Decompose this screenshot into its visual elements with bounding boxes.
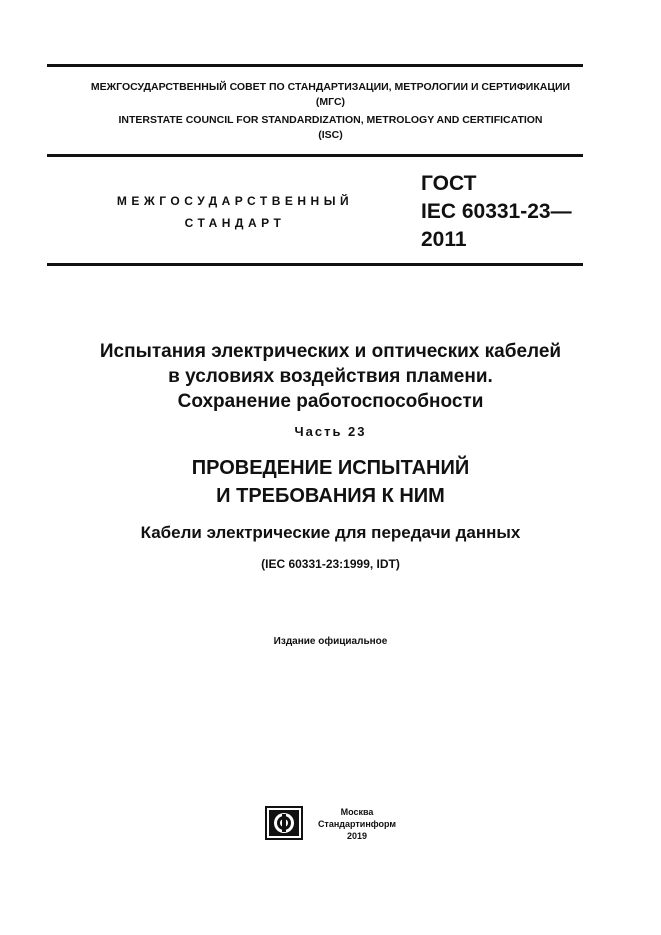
publisher-name: Стандартинформ	[317, 819, 397, 829]
subtitle-upper-line2: И ТРЕБОВАНИЯ К НИМ	[216, 485, 445, 507]
iec-reference: (IEC 60331-23:1999, IDT)	[261, 557, 400, 571]
gost-number-line2: IEC 60331-23—	[421, 200, 572, 223]
gost-number-line3: 2011	[421, 228, 467, 251]
document-subtitle-upper	[0, 454, 661, 510]
part-number: Часть 23	[294, 424, 367, 439]
interstate-label-line2: СТАНДАРТ	[184, 216, 286, 230]
council-ru: МЕЖГОСУДАРСТВЕННЫЙ СОВЕТ ПО СТАНДАРТИЗАЦИИ, МЕТРОЛОГИИ И СЕРТИФИКАЦИИ	[90, 81, 571, 93]
subtitle-upper-line1: ПРОВЕДЕНИЕ ИСПЫТАНИЙ	[191, 457, 470, 479]
publisher-block	[312, 806, 402, 842]
title-line3: Сохранение работоспособности	[177, 391, 484, 412]
designation-rule	[47, 263, 583, 266]
council-en-abbr: (ISC)	[318, 129, 343, 141]
top-rule	[47, 64, 583, 67]
interstate-label-line1: МЕЖГОСУДАРСТВЕННЫЙ	[116, 194, 354, 208]
gost-number	[421, 170, 572, 254]
interstate-standard-label	[100, 190, 370, 234]
title-line1: Испытания электрических и оптических кабелей	[99, 341, 562, 362]
gost-number-line1: ГОСТ	[421, 172, 477, 195]
publisher-city: Москва	[340, 807, 374, 817]
official-edition-label: Издание официальное	[273, 636, 388, 647]
document-title	[0, 339, 661, 414]
document-subtitle: Кабели электрические для передачи данных	[140, 523, 521, 542]
council-ru-abbr: (МГС)	[315, 96, 346, 108]
header-rule	[47, 154, 583, 157]
council-en: INTERSTATE COUNCIL FOR STANDARDIZATION, METROLOGY AND CERTIFICATION	[118, 114, 543, 126]
title-line2: в условиях воздействия пламени.	[168, 366, 493, 387]
standartinform-logo	[265, 806, 303, 840]
publisher-year: 2019	[346, 831, 368, 841]
